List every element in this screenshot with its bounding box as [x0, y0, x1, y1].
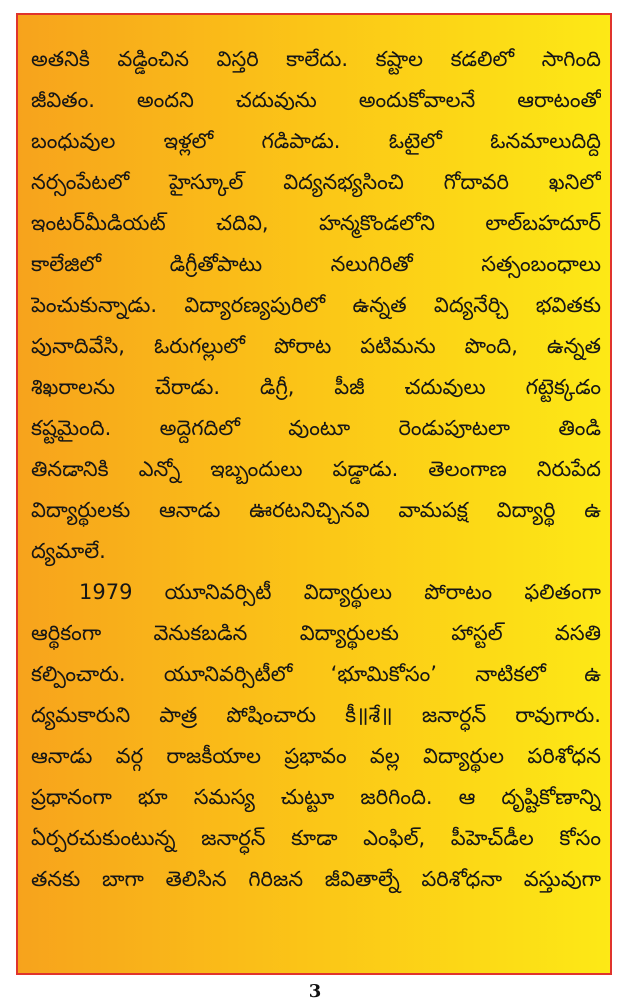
text-line: 1979 యూనివర్సిటీ విద్యార్థులు పోరాటం ఫలితంగా: [79, 580, 601, 604]
text-panel: [16, 13, 612, 975]
paragraph-1: [31, 39, 601, 572]
text-line: ఆనాడు వర్గ రాజకీయాల ప్రభావం వల్ల విద్యార్థుల పరిశోధన: [31, 744, 601, 768]
text-line: తినడానికి ఎన్నో ఇబ్బందులు పడ్డాడు. తెలంగాణ నిరుపేద: [31, 457, 601, 481]
text-line: ఏర్పరచుకుంటున్న జనార్ధన్ కూడా ఎంఫిల్, పీహెచ్‌డీల కోసం: [31, 826, 601, 850]
text-line: ప్రధానంగా భూ సమస్య చుట్టూ జరిగింది. ఆ దృష్టికోణాన్ని: [31, 785, 601, 809]
text-line: విద్యార్థులకు ఆనాడు ఊరటనిచ్చినవి వామపక్ష విద్యార్థి ఉ: [31, 498, 601, 522]
text-line: బంధువుల ఇళ్లలో గడిపాడు. ఓటైలో ఓనమాలుదిద్ది: [31, 129, 601, 153]
text-line: తనకు బాగా తెలిసిన గిరిజన జీవితాల్నే పరిశోధనా వస్తువుగా: [31, 867, 601, 891]
text-line: పెంచుకున్నాడు. విద్యారణ్యపురిలో ఉన్నత విద్యనేర్చి భవితకు: [31, 293, 601, 317]
text-line: ఆర్థికంగా వెనుకబడిన విద్యార్థులకు హాస్టల్ వసతి: [31, 621, 601, 645]
text-line: ద్యమాలే.: [31, 539, 106, 563]
text-line: అతనికి వడ్డించిన విస్తరి కాలేదు. కష్టాల కడలిలో సాగింది: [31, 47, 601, 71]
text-line: కాలేజిలో డిగ్రీతోపాటు నలుగిరితో సత్సంబంధాలు: [31, 252, 601, 276]
text-line: కష్టమైంది. అద్దెగదిలో వుంటూ రెండుపూటలా తిండి: [31, 416, 601, 440]
page-number: 3: [308, 981, 322, 998]
text-line: శిఖరాలను చేరాడు. డిగ్రీ, పీజీ చదువులు గట్టెక్కడం: [31, 375, 601, 399]
paragraph-2: [31, 572, 601, 900]
text-line: జీవితం. అందని చదువును అందుకోవాలనే ఆరాటంతో: [31, 88, 601, 112]
text-line: నర్సంపేటలో హైస్కూల్ విద్యనభ్యసించి గోదావరి ఖనిలో: [31, 170, 601, 194]
text-line: ఇంటర్‌మీడియట్ చదివి, హన్మకొండలోని లాల్‌బహదూర్: [31, 211, 601, 235]
text-line: పునాదివేసి, ఓరుగల్లులో పోరాట పటిమను పొంది, ఉన్నత: [31, 334, 601, 358]
text-line: ద్యమకారుని పాత్ర పోషించారు కీ॥శే॥ జనార్ధన్ రావుగారు.: [31, 703, 601, 727]
text-line: కల్పించారు. యూనివర్సిటీలో ‘భూమికోసం’ నాటికలో ఉ: [31, 662, 601, 686]
